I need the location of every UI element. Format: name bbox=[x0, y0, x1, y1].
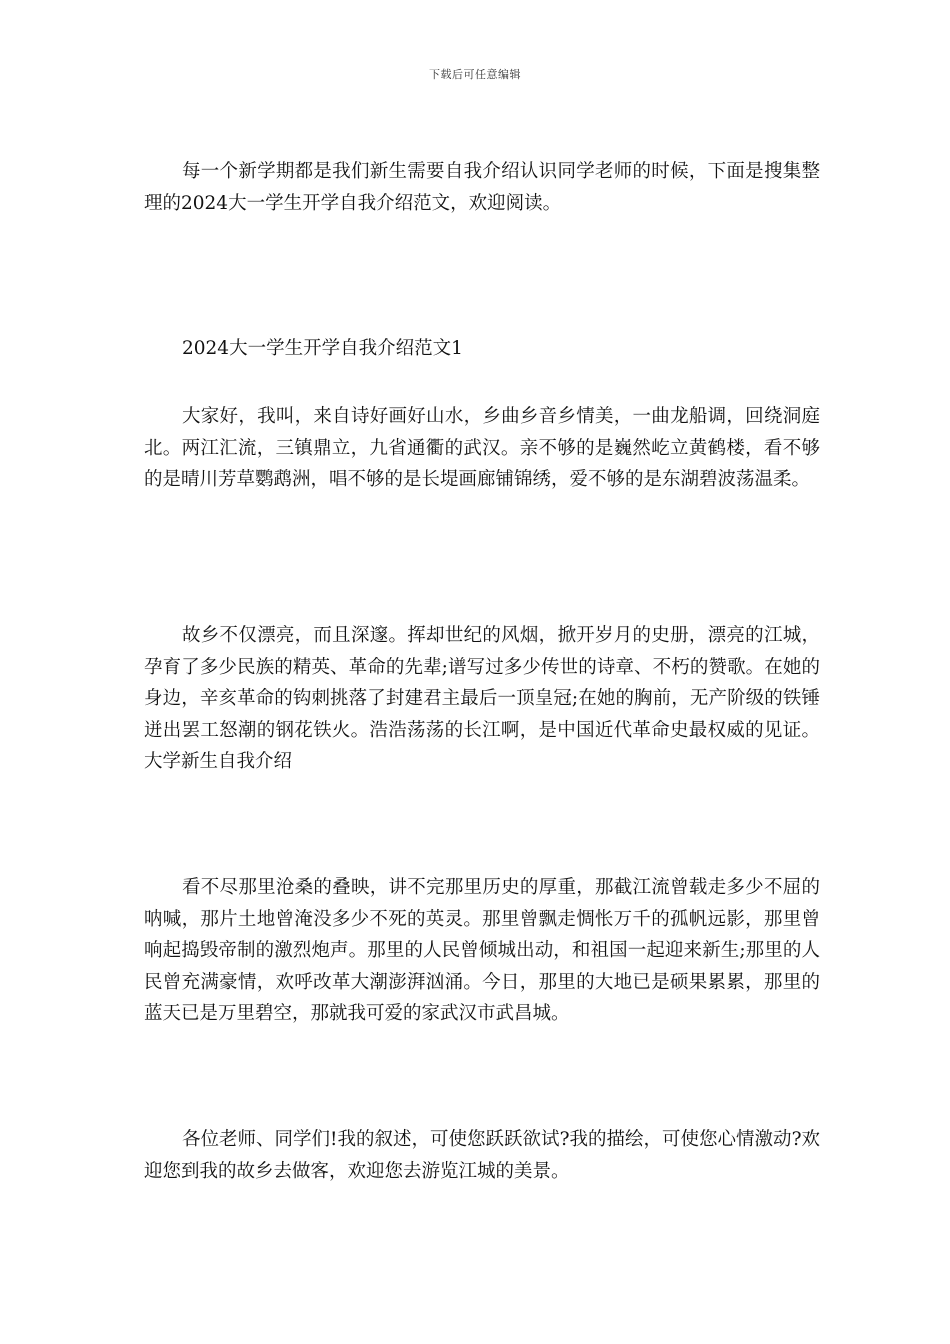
intro-paragraph: 每一个新学期都是我们新生需要自我介绍认识同学老师的时候，下面是搜集整理的2024大一学生开学自我介绍范文，欢迎阅读。 bbox=[144, 161, 820, 214]
body-paragraph-4: 各位老师、同学们!我的叙述，可使您跃跃欲试?我的描绘，可使您心情激动?欢迎您到我的故乡去做客，欢迎您去游览江城的美景。 bbox=[144, 1129, 820, 1182]
body-paragraph-3: 看不尽那里沧桑的叠映，讲不完那里历史的厚重，那截江流曾载走多少不屈的呐喊，那片土地曾淹没多少不死的英灵。那里曾飘走惆怅万千的孤帆远影，那里曾响起捣毁帝制的激烈炮声。那里的人民曾倾城出动，和祖国一起迎来新生;那里的人民曾充满豪情，欢呼改革大潮澎湃汹涌。今日，那里的大地已是硕果累累，那里的蓝天已是万里碧空，那就我可爱的家武汉市武昌城。 bbox=[144, 877, 820, 1024]
body-paragraph-2: 故乡不仅漂亮，而且深邃。挥却世纪的风烟，掀开岁月的史册，漂亮的江城，孕育了多少民族的精英、革命的先辈;谱写过多少传世的诗章、不朽的赞歌。在她的身边，辛亥革命的钩刺挑落了封建君主最后一顶皇冠;在她的胸前，无产阶级的铁锤迸出罢工怒潮的钢花铁火。浩浩荡荡的长江啊，是中国近代革命史最权威的见证。大学新生自我介绍 bbox=[144, 625, 820, 772]
body-paragraph-1: 大家好，我叫，来自诗好画好山水，乡曲乡音乡情美，一曲龙船调，回绕洞庭北。两江汇流，三镇鼎立，九省通衢的武汉。亲不够的是巍然屹立黄鹤楼，看不够的是晴川芳草鹦鹉洲，唱不够的是长堤画廊铺锦绣，爱不够的是东湖碧波荡温柔。 bbox=[144, 406, 820, 490]
section-title: 2024大一学生开学自我介绍范文1 bbox=[182, 338, 463, 359]
header-note: 下载后可任意编辑 bbox=[429, 68, 521, 81]
